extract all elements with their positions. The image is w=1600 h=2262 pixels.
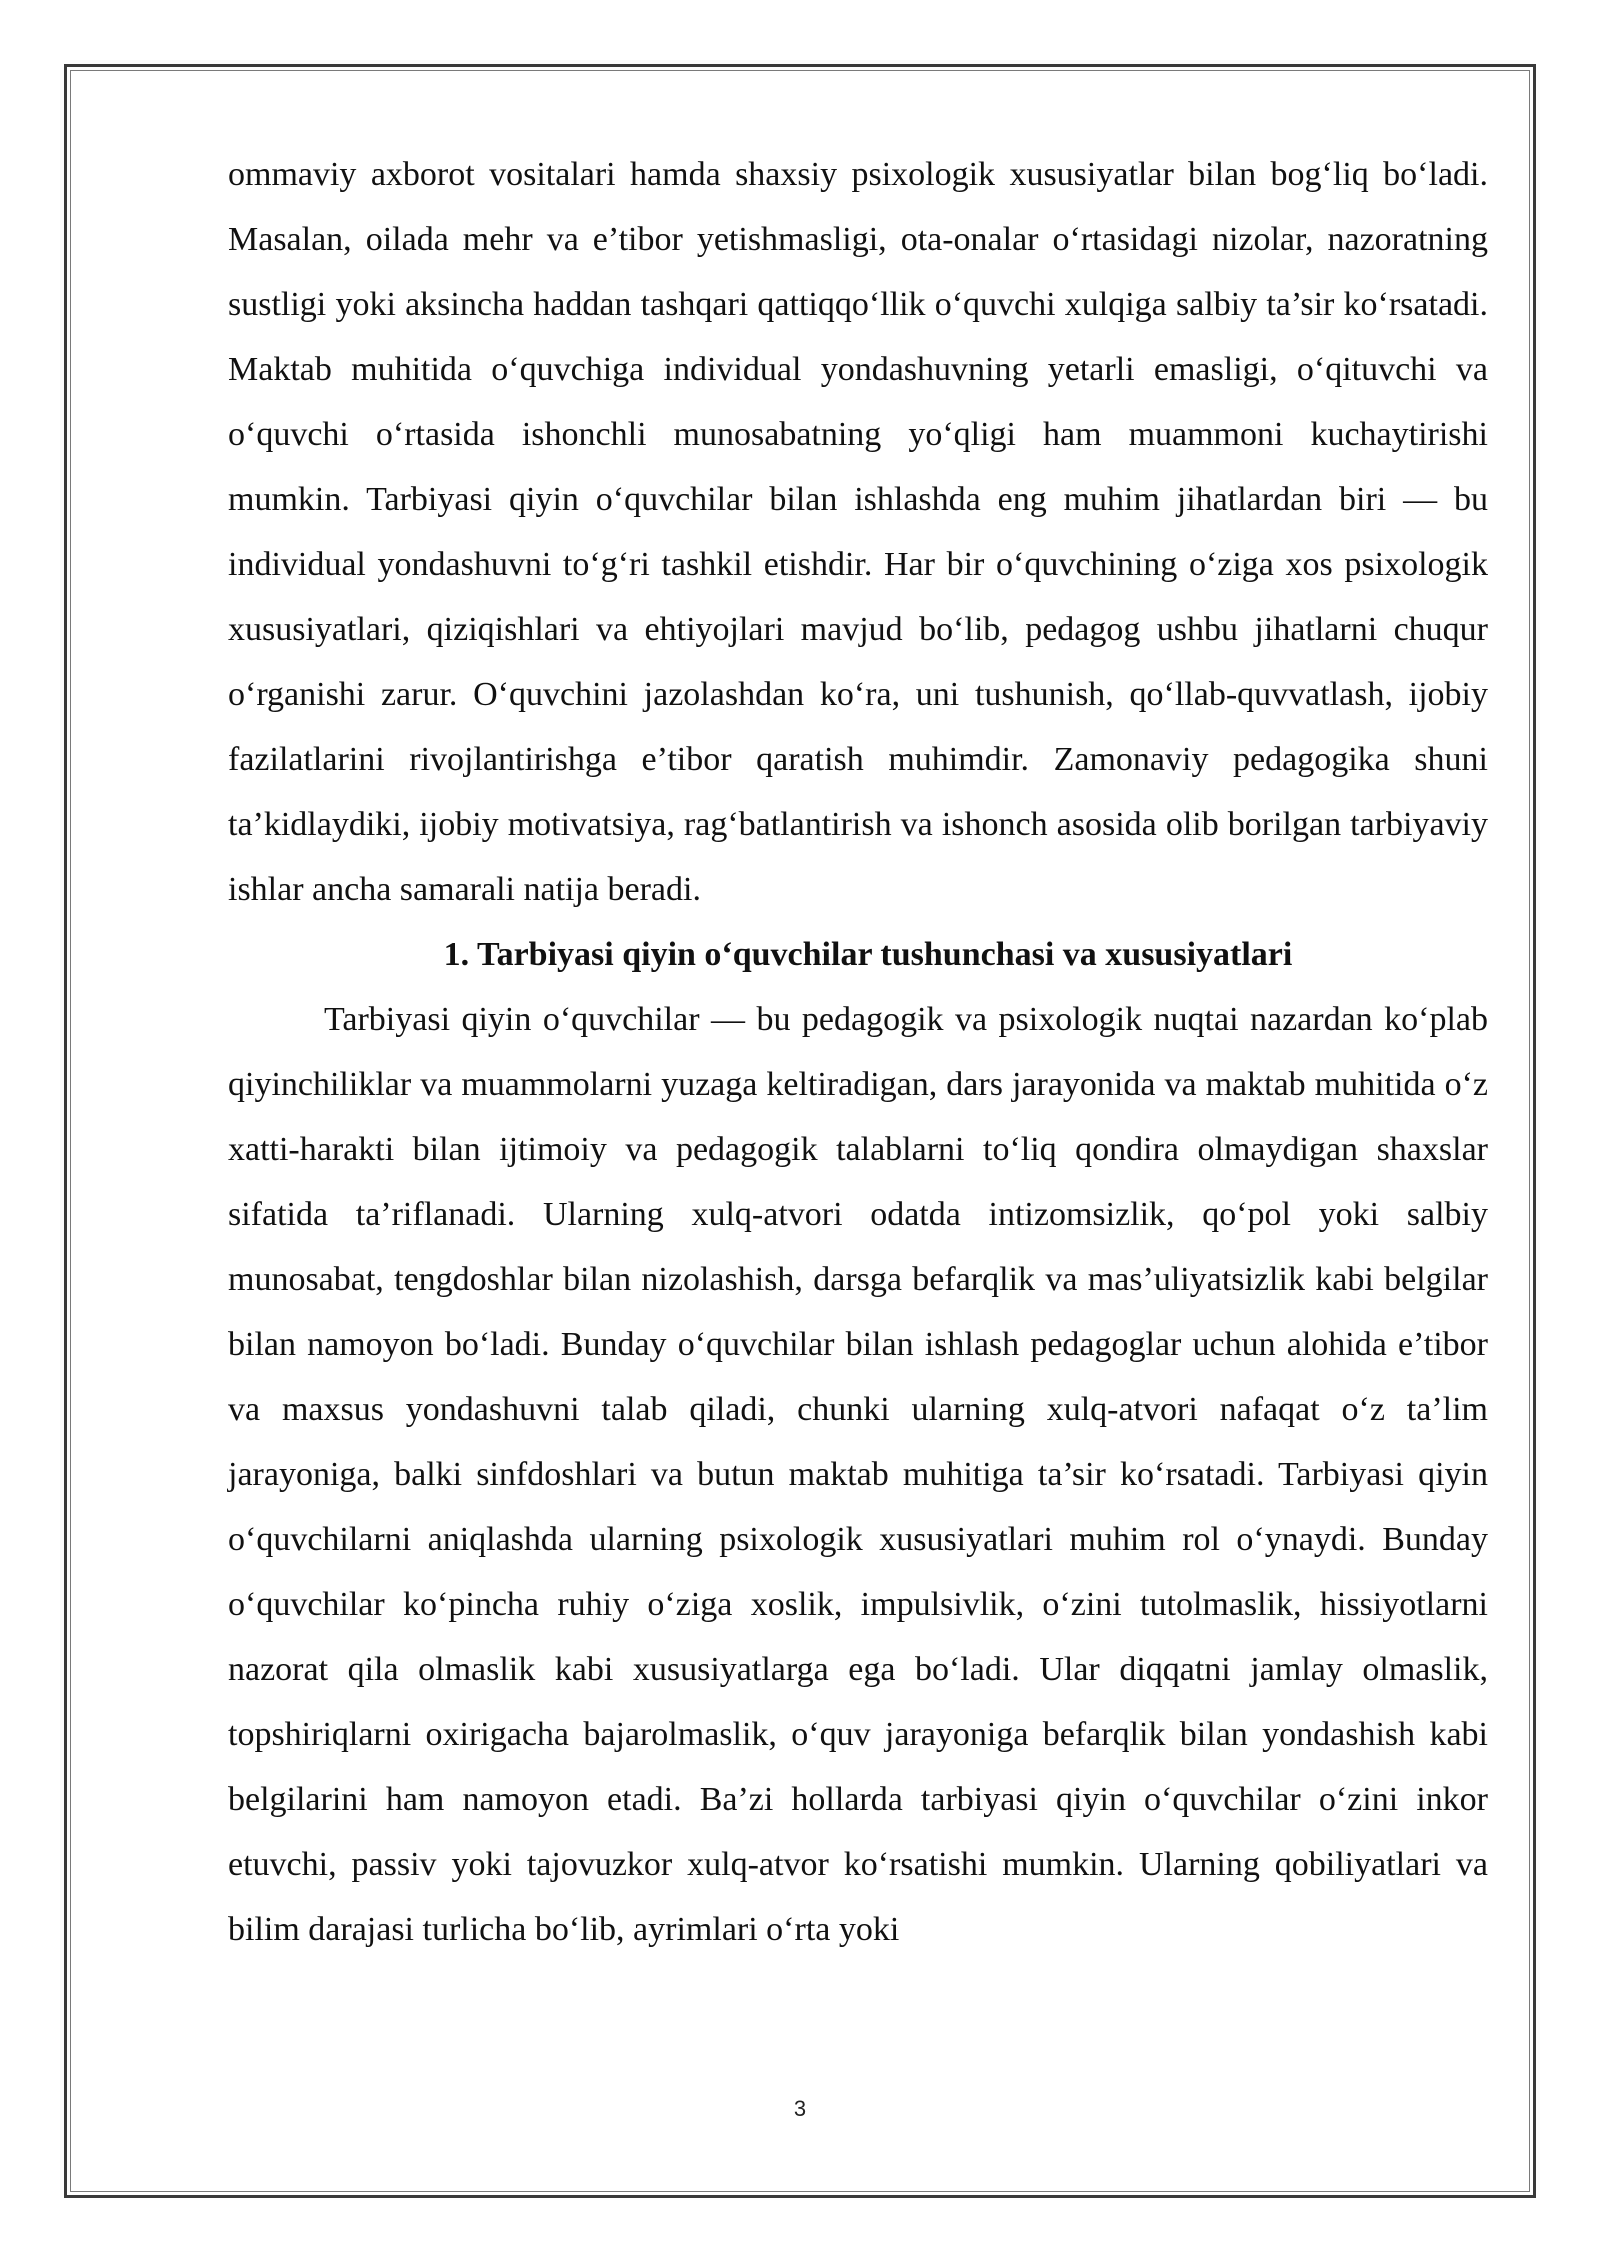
section-heading: 1. Tarbiyasi qiyin o‘quvchilar tushunchasi va xususiyatlari <box>443 936 1293 973</box>
body-paragraph-1: ommaviy axborot vositalari hamda shaxsiy psixologik xususiyatlar bilan bog‘liq bo‘ladi. Masalan, oilada mehr va e’tibor yetishmasligi, ota-onalar o‘rtasidagi nizolar, nazoratning sustligi yoki aksincha haddan tashqari qattiqqo‘llik o‘quvchi xulqiga salbiy ta’sir ko‘rsatadi. Maktab muhitida o‘quvchiga individual yondashuvning yetarli emasligi, o‘qituvchi va o‘quvchi o‘rtasida ishonchli munosabatning yo‘qligi ham muammoni kuchaytirishi mumkin. Tarbiyasi qiyin o‘quvchilar bilan ishlashda eng muhim jihatlardan biri — bu individual yondashuvni to‘g‘ri tashkil etishdir. Har bir o‘quvchining o‘ziga xos psixologik xususiyatlari, qiziqishlari va ehtiyojlari mavjud bo‘lib, pedagog ushbu jihatlarni chuqur o‘rganishi zarur. O‘quvchini jazolashdan ko‘ra, uni tushunish, qo‘llab-quvvatlash, ijobiy fazilatlarini rivojlantirishga e’tibor qaratish muhimdir. Zamonaviy pedagogika shuni ta’kidlaydiki, ijobiy motivatsiya, rag‘batlantirish va ishonch asosida olib borilgan tarbiyaviy ishlar ancha samarali natija beradi. <box>228 156 1488 908</box>
document-body <box>228 142 1488 1962</box>
body-paragraph-2: Tarbiyasi qiyin o‘quvchilar — bu pedagogik va psixologik nuqtai nazardan ko‘plab qiyinchiliklar va muammolarni yuzaga keltiradigan, dars jarayonida va maktab muhitida o‘z xatti-harakti bilan ijtimoiy va pedagogik talablarni to‘liq qondira olmaydigan shaxslar sifatida ta’riflanadi. Ularning xulq-atvori odatda intizomsizlik, qo‘pol yoki salbiy munosabat, tengdoshlar bilan nizolashish, darsga befarqlik va mas’uliyatsizlik kabi belgilar bilan namoyon bo‘ladi. Bunday o‘quvchilar bilan ishlash pedagoglar uchun alohida e’tibor va maxsus yondashuvni talab qiladi, chunki ularning xulq-atvori nafaqat o‘z ta’lim jarayoniga, balki sinfdoshlari va butun maktab muhitiga ta’sir ko‘rsatadi. Tarbiyasi qiyin o‘quvchilarni aniqlashda ularning psixologik xususiyatlari muhim rol o‘ynaydi. Bunday o‘quvchilar ko‘pincha ruhiy o‘ziga xoslik, impulsivlik, o‘zini tutolmaslik, hissiyotlarni nazorat qila olmaslik kabi xususiyatlarga ega bo‘ladi. Ular diqqatni jamlay olmaslik, topshiriqlarni oxirigacha bajarolmaslik, o‘quv jarayoniga befarqlik bilan yondashish kabi belgilarini ham namoyon etadi. Ba’zi hollarda tarbiyasi qiyin o‘quvchilar o‘zini inkor etuvchi, passiv yoki tajovuzkor xulq-atvor ko‘rsatishi mumkin. Ularning qobiliyatlari va bilim darajasi turlicha bo‘lib, ayrimlari o‘rta yoki <box>228 1001 1488 1948</box>
page-number: 3 <box>793 2096 807 2121</box>
